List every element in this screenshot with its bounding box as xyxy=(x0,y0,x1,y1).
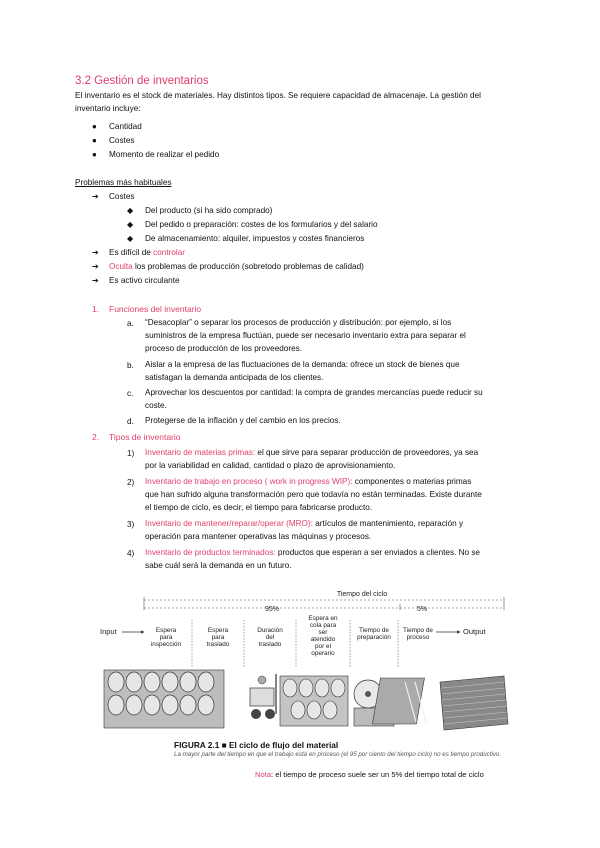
functions-number: 1. xyxy=(92,304,100,314)
control-prefix: Es difícil de xyxy=(109,248,154,257)
pipe-end xyxy=(198,672,214,692)
pipe-end xyxy=(283,679,297,697)
figure-caption: FIGURA 2.1 ■ El ciclo de flujo del material xyxy=(174,740,339,750)
pipe-end xyxy=(198,695,214,715)
type-4-line-2: sabe cuál será la demanda en un futuro. xyxy=(145,561,292,570)
pipe-end xyxy=(331,679,345,697)
pipe-end xyxy=(144,695,160,715)
function-c-line-2: coste. xyxy=(145,401,167,410)
problems-heading: Problemas más habituales xyxy=(75,178,172,187)
pipe-end xyxy=(180,672,196,692)
pipe-end xyxy=(323,701,337,719)
control-line xyxy=(109,248,185,257)
types-number: 2. xyxy=(92,432,100,442)
pipe-end xyxy=(299,679,313,697)
type-4-line-1 xyxy=(145,546,480,559)
diamond-bullet-icon: ◆ xyxy=(127,234,134,243)
output-label: Output xyxy=(463,627,486,636)
function-c-line-1: Aprovechar los descuentos por cantidad: la compra de grandes mercancías puede reducir su xyxy=(145,388,483,397)
type-term: Inventario de productos terminados: xyxy=(145,548,276,557)
note xyxy=(255,770,484,779)
cost-item: Del pedido o preparación: costes de los formularios y del salario xyxy=(145,220,378,229)
pipe-end xyxy=(315,679,329,697)
hide-rest: los problemas de producción (sobretodo problemas de calidad) xyxy=(132,262,364,271)
stage-label: Espera en cola para ser atendido por el operario xyxy=(308,615,338,657)
wait-pct: 95% xyxy=(264,606,280,613)
bullet-dot-icon: ● xyxy=(92,150,97,159)
type-label: 3) xyxy=(127,520,135,529)
arrow-right-icon: ➔ xyxy=(92,248,99,257)
functions-title: Funciones del inventario xyxy=(109,304,202,314)
material-flow-figure xyxy=(100,590,510,735)
intro-bullet: Cantidad xyxy=(109,122,142,131)
arrow-right-icon: ➔ xyxy=(92,262,99,271)
pipe-end xyxy=(307,701,321,719)
type-3-line-1 xyxy=(145,517,463,530)
pipe-end xyxy=(162,672,178,692)
machine xyxy=(372,678,424,724)
stage-labels xyxy=(151,615,434,657)
function-label: a. xyxy=(127,319,134,328)
type-1-line-2: por la variabilidad en calidad, cantidad o plazo de aprovisionamiento. xyxy=(145,461,396,470)
pipe-end xyxy=(108,695,124,715)
pipe-stack-illustration xyxy=(104,670,224,728)
control-word: controlar xyxy=(153,248,185,257)
type-label: 2) xyxy=(127,478,135,487)
pipe-end xyxy=(144,672,160,692)
pipe-end xyxy=(162,695,178,715)
intro-bullet: Costes xyxy=(109,136,135,145)
type-2-line-1 xyxy=(145,475,471,488)
cycle-label: Tiempo del ciclo xyxy=(336,591,388,598)
type-label: 4) xyxy=(127,549,135,558)
function-a-line-2: suministros de la empresa fluctúan, puede ser necesario inventario extra para separar el xyxy=(145,331,466,340)
forklift-body xyxy=(250,688,274,706)
types-title: Tipos de inventario xyxy=(109,432,181,442)
hide-word: Oculta xyxy=(109,262,133,271)
stage-label: Duración del traslado xyxy=(257,627,283,648)
pipe-end xyxy=(291,701,305,719)
intro-line-2: inventario incluye: xyxy=(75,104,141,113)
function-b-line-1: Aislar a la empresa de las fluctuaciones de la demanda: ofrece un stock de bienes que xyxy=(145,360,460,369)
function-d-line-1: Protegerse de la inflación y del cambio en los precios. xyxy=(145,416,341,425)
input-label: Input xyxy=(100,627,117,636)
bullet-dot-icon: ● xyxy=(92,136,97,145)
diamond-bullet-icon: ◆ xyxy=(127,206,134,215)
type-term: Inventario de materias primas: xyxy=(145,448,256,457)
type-3-line-2: operación para mantener operativas las máquinas y procesos. xyxy=(145,532,372,541)
type-text: productos que esperan a ser enviados a clientes. No se xyxy=(275,548,480,557)
costs-label: Costes xyxy=(109,192,135,201)
finished-product-illustration xyxy=(440,676,508,730)
intro-line-1: El inventario es el stock de materiales. Hay distintos tipos. Se requiere capacidad de almacenaje. La gestión del xyxy=(75,91,481,100)
cost-item: De almacenamiento: alquiler, impuestos y costes financieros xyxy=(145,234,365,243)
type-text: artículos de mantenimiento, reparación y xyxy=(312,519,464,528)
cost-item: Del producto (si ha sido comprado) xyxy=(145,206,273,215)
type-text: el que sirve para separar producción de proveedores, ya sea xyxy=(255,448,479,457)
arrow-right-icon: ➔ xyxy=(92,276,99,285)
function-label: d. xyxy=(127,417,134,426)
queue-pipes-illustration xyxy=(280,676,348,726)
stage-label: Espera para traslado xyxy=(206,627,230,648)
function-a-line-1: “Desacoplar” o separar los procesos de producción y distribución: por ejemplo, si los xyxy=(145,318,452,327)
type-1-line-1 xyxy=(145,446,478,459)
stage-label: Tiempo de preparación xyxy=(357,627,391,641)
note-label: Nota xyxy=(255,770,272,779)
bullet-dot-icon: ● xyxy=(92,122,97,131)
forklift-illustration xyxy=(250,674,276,719)
pipe-end xyxy=(180,695,196,715)
stage-label: Espera para inspección xyxy=(150,627,182,648)
intro-bullet: Momento de realizar el pedido xyxy=(109,150,220,159)
stage-label: Tiempo de proceso xyxy=(403,627,433,641)
type-text: componentes o materias primas xyxy=(352,477,472,486)
figure-subcaption: La mayor parte del tiempo en que el trabajo está en proceso (el 95 por ciento del tiempo ciclo) no es tiempo productivo. xyxy=(174,751,502,758)
function-b-line-2: satisfagan la demanda anticipada de los clientes. xyxy=(145,373,324,382)
type-2-line-2: que han sufrido alguna transformación pero que todavía no están terminadas. Existe durante xyxy=(145,490,482,499)
hide-line xyxy=(109,262,364,271)
diamond-bullet-icon: ◆ xyxy=(127,220,134,229)
function-label: b. xyxy=(127,361,134,370)
type-2-line-3: el tiempo de ciclo, es decir, el tiempo para fabricarse producto. xyxy=(145,503,373,512)
type-term: Inventario de mantener/reparar/operar (MRO): xyxy=(145,519,313,528)
note-text: : el tiempo de proceso suele ser un 5% del tiempo total de ciclo xyxy=(271,770,484,779)
arrow-right-icon: ➔ xyxy=(92,192,99,201)
type-label: 1) xyxy=(127,449,135,458)
section-title: 3.2 Gestión de inventarios xyxy=(75,75,209,87)
process-machine-illustration xyxy=(372,678,426,724)
function-label: c. xyxy=(127,389,134,398)
process-pct: 5% xyxy=(416,606,428,613)
forklift-wheel xyxy=(251,709,261,719)
type-term: Inventario de trabajo en proceso ( work in progress WIP): xyxy=(145,477,353,486)
saw-hub xyxy=(365,691,371,697)
forklift-wheel xyxy=(265,709,275,719)
current-asset-line: Es activo circulante xyxy=(109,276,180,285)
pipe-end xyxy=(126,695,142,715)
pipe-end xyxy=(108,672,124,692)
operator-head xyxy=(258,676,266,684)
function-a-line-3: proceso de producción de los proveedores. xyxy=(145,344,303,353)
pipe-end xyxy=(126,672,142,692)
